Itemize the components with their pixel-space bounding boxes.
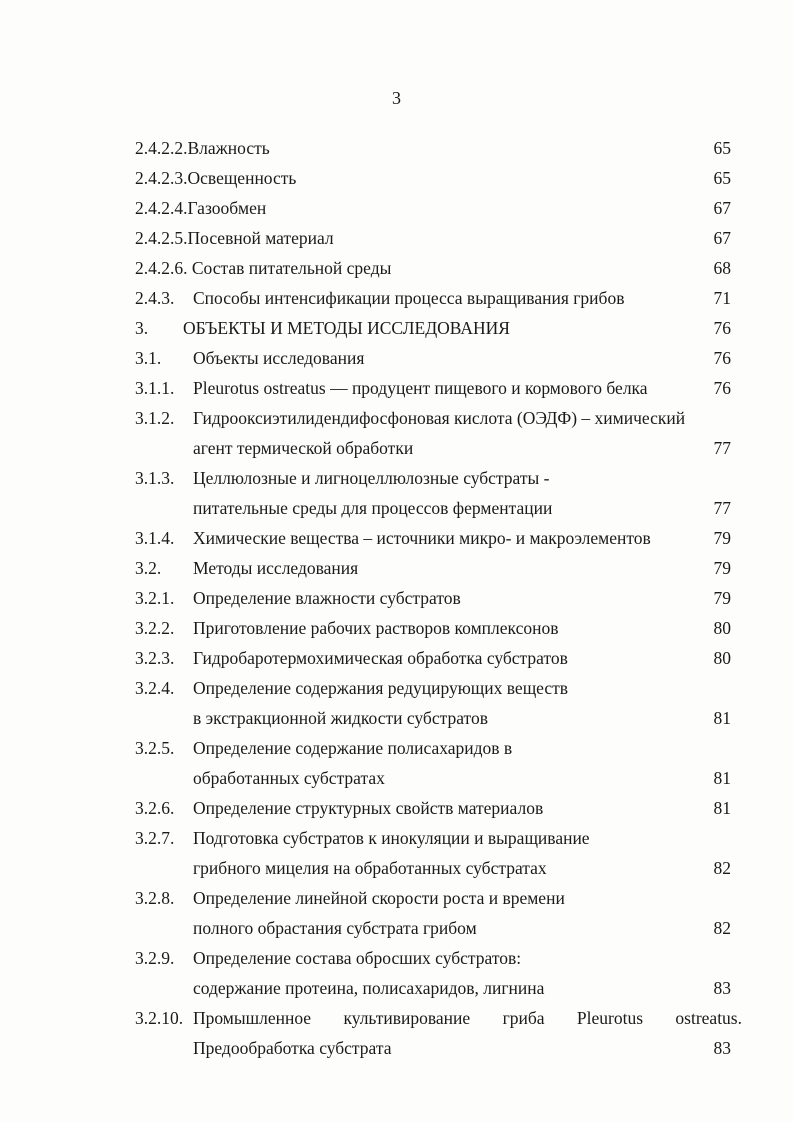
toc-number: 3.2.10. bbox=[135, 1008, 184, 1028]
toc-title-continuation: агент термической обработки bbox=[193, 438, 414, 458]
toc-number: 3.1.4. bbox=[135, 528, 175, 548]
toc-page: 65 bbox=[713, 138, 731, 158]
toc-page: 67 bbox=[713, 198, 731, 218]
toc-page: 76 bbox=[713, 318, 731, 338]
toc-title: Pleurotus ostreatus — продуцент пищевого и кормового белка bbox=[193, 378, 648, 398]
toc-page: 81 bbox=[713, 768, 731, 788]
toc-title: ОБЪЕКТЫ И МЕТОДЫ ИССЛЕДОВАНИЯ bbox=[183, 318, 510, 338]
page-number: 3 bbox=[392, 88, 401, 108]
toc-page: 67 bbox=[713, 228, 731, 248]
toc-page: 77 bbox=[713, 438, 731, 458]
toc-number: 2.4.3. bbox=[135, 288, 175, 308]
toc-title-word: гриба bbox=[502, 1008, 545, 1028]
toc-page: 83 bbox=[713, 978, 731, 998]
toc-title: Определение влажности субстратов bbox=[193, 588, 461, 608]
toc-number: 3.2.9. bbox=[135, 948, 175, 968]
toc-page: 80 bbox=[713, 618, 731, 638]
toc-title: Гидробаротермохимическая обработка субстратов bbox=[193, 648, 568, 668]
toc-title: Целлюлозные и лигноцеллюлозные субстраты - bbox=[193, 468, 550, 488]
toc-title: 2.4.2.5.Посевной материал bbox=[135, 228, 334, 248]
toc-number: 3.2.4. bbox=[135, 678, 175, 698]
toc-page: 79 bbox=[713, 528, 731, 548]
toc-title: Объекты исследования bbox=[193, 348, 365, 368]
toc-title: Методы исследования bbox=[193, 558, 359, 578]
toc-page: 77 bbox=[713, 498, 731, 518]
toc-page: 83 bbox=[713, 1038, 731, 1058]
toc-number: 3.2.7. bbox=[135, 828, 175, 848]
toc-title-word: Pleurotus bbox=[576, 1008, 644, 1028]
toc-title-continuation: в экстракционной жидкости субстратов bbox=[193, 708, 488, 728]
toc-title-continuation: питательные среды для процессов ферментации bbox=[193, 498, 553, 518]
toc-title: 2.4.2.4.Газообмен bbox=[135, 198, 267, 218]
toc-page: 81 bbox=[713, 798, 731, 818]
toc-title: Определение состава обросших субстратов: bbox=[193, 948, 522, 968]
toc-number: 3.2.1. bbox=[135, 588, 175, 608]
toc-title: Подготовка субстратов к инокуляции и выращивание bbox=[193, 828, 590, 848]
toc-title-word: Промышленное bbox=[193, 1008, 312, 1028]
toc-page: 79 bbox=[713, 558, 731, 578]
toc-title: 2.4.2.3.Освещенность bbox=[135, 168, 297, 188]
toc-number: 3.1. bbox=[135, 348, 162, 368]
toc-number: 3.1.2. bbox=[135, 408, 175, 428]
toc-title-continuation: Предообработка субстрата bbox=[193, 1038, 392, 1058]
toc-number: 3.2.2. bbox=[135, 618, 175, 638]
toc-title: Определение структурных свойств материалов bbox=[193, 798, 544, 818]
toc-title bbox=[193, 1003, 742, 1033]
toc-number: 3.2.5. bbox=[135, 738, 175, 758]
toc-number: 3.2.6. bbox=[135, 798, 175, 818]
toc-title-continuation: обработанных субстратах bbox=[193, 768, 385, 788]
toc-title: Определение линейной скорости роста и времени bbox=[193, 888, 565, 908]
toc-page: 71 bbox=[713, 288, 731, 308]
toc-title: Определение содержание полисахаридов в bbox=[193, 738, 513, 758]
toc-title: Химические вещества – источники микро- и макроэлементов bbox=[193, 528, 651, 548]
toc-title-continuation: грибного мицелия на обработанных субстратах bbox=[193, 858, 547, 878]
toc-page: 68 bbox=[713, 258, 731, 278]
toc-title-continuation: содержание протеина, полисахаридов, лигнина bbox=[193, 978, 545, 998]
toc-number: 3.2.8. bbox=[135, 888, 175, 908]
toc-title: Гидрооксиэтилидендифосфоновая кислота (ОЭДФ) – химический bbox=[193, 408, 686, 428]
toc-page: 76 bbox=[713, 348, 731, 368]
toc-number: 3. bbox=[135, 318, 149, 338]
toc-page: 79 bbox=[713, 588, 731, 608]
toc-number: 3.2.3. bbox=[135, 648, 175, 668]
toc-page: 82 bbox=[713, 858, 731, 878]
toc-title: Приготовление рабочих растворов комплексонов bbox=[193, 618, 559, 638]
toc-page: 81 bbox=[713, 708, 731, 728]
toc-title-continuation: полного обрастания субстрата грибом bbox=[193, 918, 477, 938]
toc-title-word: ostreatus. bbox=[675, 1008, 742, 1028]
toc-number: 3.1.1. bbox=[135, 378, 175, 398]
toc-number: 3.1.3. bbox=[135, 468, 175, 488]
toc-title: 2.4.2.6. Состав питательной среды bbox=[135, 258, 392, 278]
toc-page: 80 bbox=[713, 648, 731, 668]
toc-page: 76 bbox=[713, 378, 731, 398]
toc-title: Способы интенсификации процесса выращивания грибов bbox=[193, 288, 625, 308]
toc-title: 2.4.2.2.Влажность bbox=[135, 138, 270, 158]
toc-number: 3.2. bbox=[135, 558, 162, 578]
toc-page: 82 bbox=[713, 918, 731, 938]
toc-title: Определение содержания редуцирующих веществ bbox=[193, 678, 569, 698]
toc-title-word: культивирование bbox=[343, 1008, 471, 1028]
toc-page: 65 bbox=[713, 168, 731, 188]
